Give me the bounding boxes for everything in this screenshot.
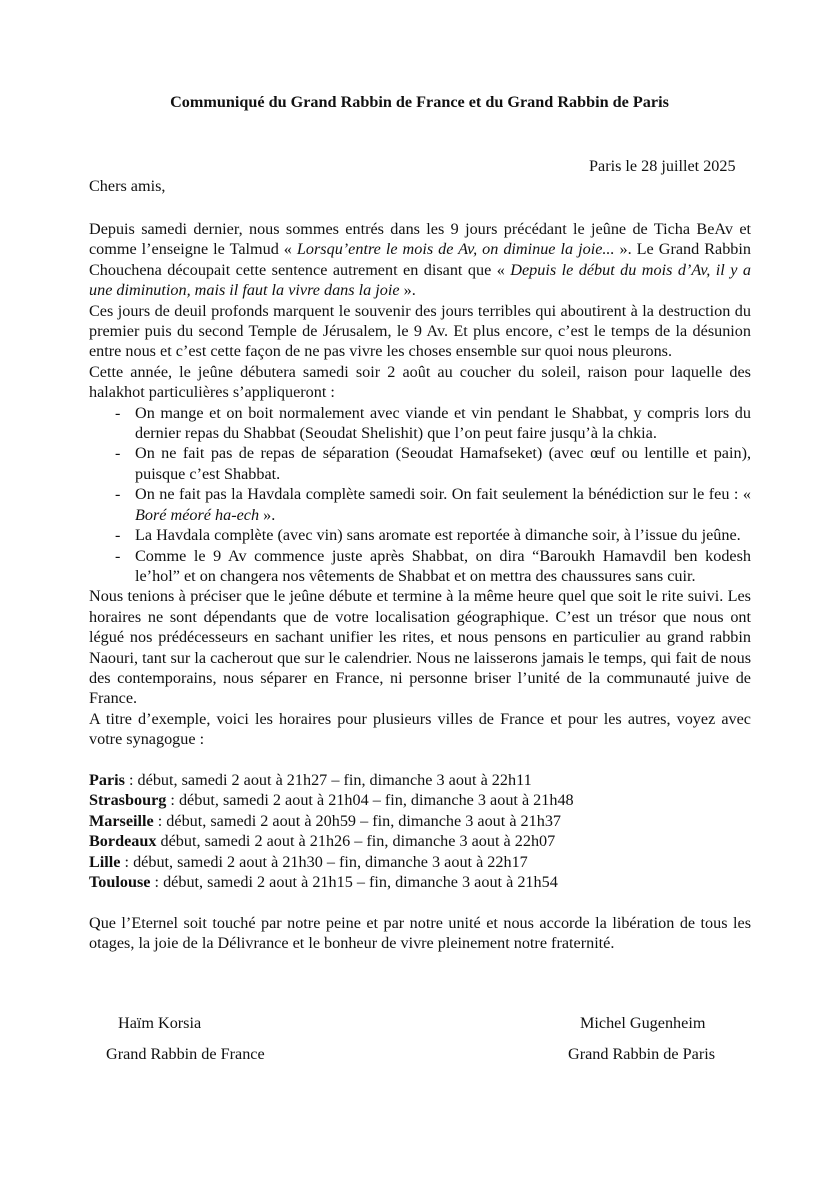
schedule-times: début, samedi 2 aout à 21h26 – fin, dimanche 3 aout à 22h07 xyxy=(156,832,556,851)
schedule-times: : début, samedi 2 aout à 21h30 – fin, dimanche 3 aout à 22h17 xyxy=(120,852,528,871)
paragraph-intro xyxy=(89,219,751,301)
city-name: Marseille xyxy=(89,811,154,830)
schedule-row xyxy=(89,811,751,831)
blessing-quote: Boré méoré ha-ech xyxy=(135,505,260,524)
schedule-times: : début, samedi 2 aout à 21h04 – fin, dimanche 3 aout à 21h48 xyxy=(166,791,574,810)
list-item-text: Comme le 9 Av commence juste après Shabbat, on dira “Baroukh Hamavdil ben kodesh le’hol” et on changera nos vêtements de Shabbat et on mettra des chaussures sans cuir. xyxy=(135,546,751,585)
chouchena-quote: Depuis le début du mois d’Av, il y a une diminution, mais il faut la vivre dans la joie xyxy=(89,260,751,300)
talmud-quote: Lorsqu’entre le mois de Av, on diminue la joie... xyxy=(296,240,615,259)
schedule-row xyxy=(89,831,751,851)
schedule-row xyxy=(89,790,751,810)
schedule-times: : début, samedi 2 aout à 20h59 – fin, dimanche 3 aout à 21h37 xyxy=(153,811,562,830)
paragraph-unity: Nous tenions à préciser que le jeûne débute et termine à la même heure quel que soit le rite suivi. Les horaires ne sont dépendants que de votre localisation géographique. C’est un trésor que nous ont légué nos prédécesseurs en sachant unifier les rites, et nous pensons en particulier au grand rabbin Naouri, tant sur la cacherout que sur le calendrier. Nous ne laisserons jamais le temps, qui fait de nous des contemporains, nous séparer en France, ni personne briser l’unité de la communauté juive de France. xyxy=(89,587,751,708)
paragraph-mourning: Ces jours de deuil profonds marquent le souvenir des jours terribles qui aboutirent à la destruction du premier puis du second Temple de Jérusalem, le 9 Av. Et plus encore, c’est le temps de la désunion entre nous et c’est cette façon de ne pas vivre les choses ensemble sur quoi nous pleurons. xyxy=(89,301,751,361)
signature-name-right: Michel Gugenheim xyxy=(580,1014,706,1032)
list-item-text: ». xyxy=(259,505,276,524)
schedule-times: : début, samedi 2 aout à 21h15 – fin, dimanche 3 aout à 21h54 xyxy=(150,872,558,891)
bullet-dash: - xyxy=(115,444,121,463)
signature-name-left: Haïm Korsia xyxy=(118,1014,202,1032)
document-title: Communiqué du Grand Rabbin de France et du Grand Rabbin de Paris xyxy=(170,93,669,111)
greeting: Chers amis, xyxy=(89,177,166,195)
city-name: Toulouse xyxy=(89,872,151,891)
paragraph-text: Depuis samedi dernier, nous sommes entrés dans les 9 jours précédant le jeûne de Ticha BeAv et comme l’enseigne le Talmud « xyxy=(89,220,751,259)
bullet-dash: - xyxy=(115,403,121,422)
schedule-list xyxy=(89,770,751,892)
paragraph-fast-start: Cette année, le jeûne débutera samedi soir 2 août au coucher du soleil, raison pour laquelle des halakhot particulières s’appliqueront : xyxy=(89,362,751,402)
halakhot-list xyxy=(89,403,751,587)
city-name: Strasbourg xyxy=(89,791,167,810)
list-item-text: On ne fait pas la Havdala complète samedi soir. On fait seulement la bénédiction sur le feu : « xyxy=(135,485,751,504)
list-item xyxy=(89,443,751,484)
paragraph-closing: Que l’Eternel soit touché par notre peine et par notre unité et nous accorde la libération de tous les otages, la joie de la Délivrance et le bonheur de vivre pleinement notre fraternité. xyxy=(89,913,751,953)
list-item xyxy=(89,525,751,545)
city-name: Paris xyxy=(89,770,125,789)
letter-body xyxy=(89,219,751,954)
spacer xyxy=(89,750,751,770)
schedule-times: : début, samedi 2 aout à 21h27 – fin, dimanche 3 aout à 22h11 xyxy=(124,770,532,789)
paragraph-text: ». xyxy=(399,281,416,300)
list-item xyxy=(89,484,751,525)
schedule-row xyxy=(89,852,751,872)
paragraph-text: ». Le Grand Rabbin Chouchena découpait cette sentence autrement en disant que « xyxy=(89,240,751,279)
list-item-text: La Havdala complète (avec vin) sans aromate est reportée à dimanche soir, à l’issue du jeûne. xyxy=(135,526,741,545)
bullet-dash: - xyxy=(115,526,121,545)
signature-role-left: Grand Rabbin de France xyxy=(106,1045,265,1063)
bullet-dash: - xyxy=(115,485,121,504)
city-name: Lille xyxy=(89,852,121,871)
bullet-dash: - xyxy=(115,546,121,565)
list-item xyxy=(89,546,751,587)
paragraph-schedule-intro: A titre d’exemple, voici les horaires pour plusieurs villes de France et pour les autres, voyez avec votre synagogue : xyxy=(89,709,751,749)
document-date: Paris le 28 juillet 2025 xyxy=(589,157,736,175)
schedule-row xyxy=(89,770,751,790)
list-item xyxy=(89,403,751,444)
list-item-text: On mange et on boit normalement avec viande et vin pendant le Shabbat, y compris lors du dernier repas du Shabbat (Seoudat Shelishit) que l’on peut faire jusqu’à la chkia. xyxy=(135,403,751,443)
list-item-text: On ne fait pas de repas de séparation (Seoudat Hamafseket) (avec œuf ou lentille et pain), puisque c’est Shabbat. xyxy=(135,444,751,483)
signature-role-right: Grand Rabbin de Paris xyxy=(568,1045,716,1063)
spacer xyxy=(89,892,751,912)
schedule-row xyxy=(89,872,751,892)
city-name: Bordeaux xyxy=(89,832,157,851)
